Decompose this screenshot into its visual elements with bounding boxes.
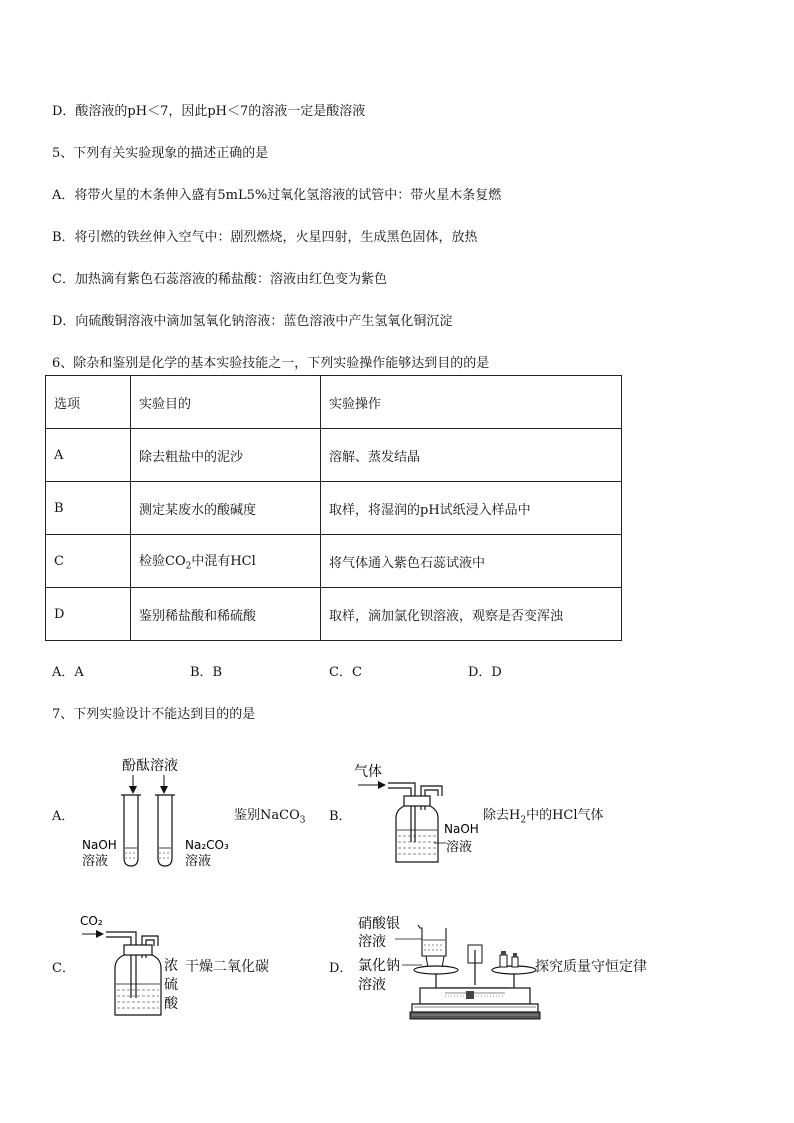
naoh-b-solution-label: 溶液 xyxy=(446,840,473,855)
q5-option-d: D．向硫酸铜溶液中滴加氢氧化钠溶液：蓝色溶液中产生氢氧化铜沉淀 xyxy=(52,314,453,329)
q4-option-d: D．酸溶液的pH＜7，因此pH＜7的溶液一定是酸溶液 xyxy=(52,104,366,119)
sodium-chloride-solution-label: 溶液 xyxy=(358,977,386,993)
silver-nitrate-label: 硝酸银 xyxy=(358,916,400,932)
row-option: A xyxy=(46,429,131,482)
goal-text: 检验CO xyxy=(139,554,186,570)
purpose-text: 中的HCl气体 xyxy=(526,808,604,823)
purpose-text: CO xyxy=(279,808,300,823)
acid-label-1: 浓 xyxy=(164,958,178,974)
header-goal: 实验目的 xyxy=(131,376,321,429)
purpose-text: 鉴别Na xyxy=(234,808,280,823)
gas-label: 气体 xyxy=(354,764,382,780)
header-operation: 实验操作 xyxy=(321,376,622,429)
goal-subscript: 2 xyxy=(185,561,192,572)
row-goal: 鉴别稀盐酸和稀硫酸 xyxy=(131,588,321,641)
row-option: C xyxy=(46,535,131,588)
na2co3-label: Na₂CO₃ xyxy=(185,838,229,852)
q7a-purpose xyxy=(234,804,305,826)
naoh-label: NaOH xyxy=(82,838,117,852)
goal-text: 中混有HCl xyxy=(191,554,256,570)
q7c-label: C． xyxy=(52,961,75,976)
q6-stem: 6、除杂和鉴别是化学的基本实验技能之一，下列实验操作能够达到目的的是 xyxy=(52,356,490,371)
q7a-label: A． xyxy=(52,809,75,824)
row-operation: 将气体通入紫色石蕊试液中 xyxy=(321,535,622,588)
q6-option-c: C．C xyxy=(329,665,362,680)
q7c-purpose: 干燥二氧化碳 xyxy=(185,959,269,975)
na2co3-solution-label: 溶液 xyxy=(185,854,212,869)
q5-stem: 5、下列有关实验现象的描述正确的是 xyxy=(52,146,269,161)
silver-nitrate-solution-label: 溶液 xyxy=(358,934,386,950)
header-option: 选项 xyxy=(46,376,131,429)
naoh-b-label: NaOH xyxy=(444,822,479,836)
q6-option-a: A．A xyxy=(52,665,84,680)
q5-option-b: B．将引燃的铁丝伸入空气中：剧烈燃烧，火星四射，生成黑色固体，放热 xyxy=(52,230,478,245)
phenolphthalein-label: 酚酞溶液 xyxy=(122,758,178,774)
q5-option-c: C．加热滴有紫色石蕊溶液的稀盐酸：溶液由红色变为紫色 xyxy=(52,272,387,287)
q7d-label: D． xyxy=(329,961,353,976)
purpose-subscript: 2 xyxy=(520,815,527,826)
acid-label-3: 酸 xyxy=(164,996,178,1012)
row-operation: 溶解、蒸发结晶 xyxy=(321,429,622,482)
co2-label: CO₂ xyxy=(80,914,103,928)
naoh-solution-label: 溶液 xyxy=(82,854,109,869)
sodium-chloride-label: 氯化钠 xyxy=(358,958,400,974)
acid-label-2: 硫 xyxy=(164,977,178,993)
q6-option-d: D．D xyxy=(468,665,502,680)
row-operation: 取样，将湿润的pH试纸浸入样品中 xyxy=(321,482,622,535)
q6-option-b: B．B xyxy=(190,665,223,680)
purpose-text: 除去H xyxy=(483,808,521,823)
row-option: B xyxy=(46,482,131,535)
row-option: D xyxy=(46,588,131,641)
row-goal: 除去粗盐中的泥沙 xyxy=(131,429,321,482)
q7-stem: 7、下列实验设计不能达到目的的是 xyxy=(52,707,256,722)
q7b-label: B． xyxy=(329,809,352,824)
q7b-purpose xyxy=(483,804,604,826)
row-goal: 测定某废水的酸碱度 xyxy=(131,482,321,535)
q7d-purpose: 探究质量守恒定律 xyxy=(535,959,647,975)
q5-option-a: A．将带火星的木条伸入盛有5mL5%过氧化氢溶液的试管中：带火星木条复燃 xyxy=(52,188,502,203)
purpose-subscript: 3 xyxy=(299,815,306,826)
row-operation: 取样，滴加氯化钡溶液，观察是否变浑浊 xyxy=(321,588,622,641)
